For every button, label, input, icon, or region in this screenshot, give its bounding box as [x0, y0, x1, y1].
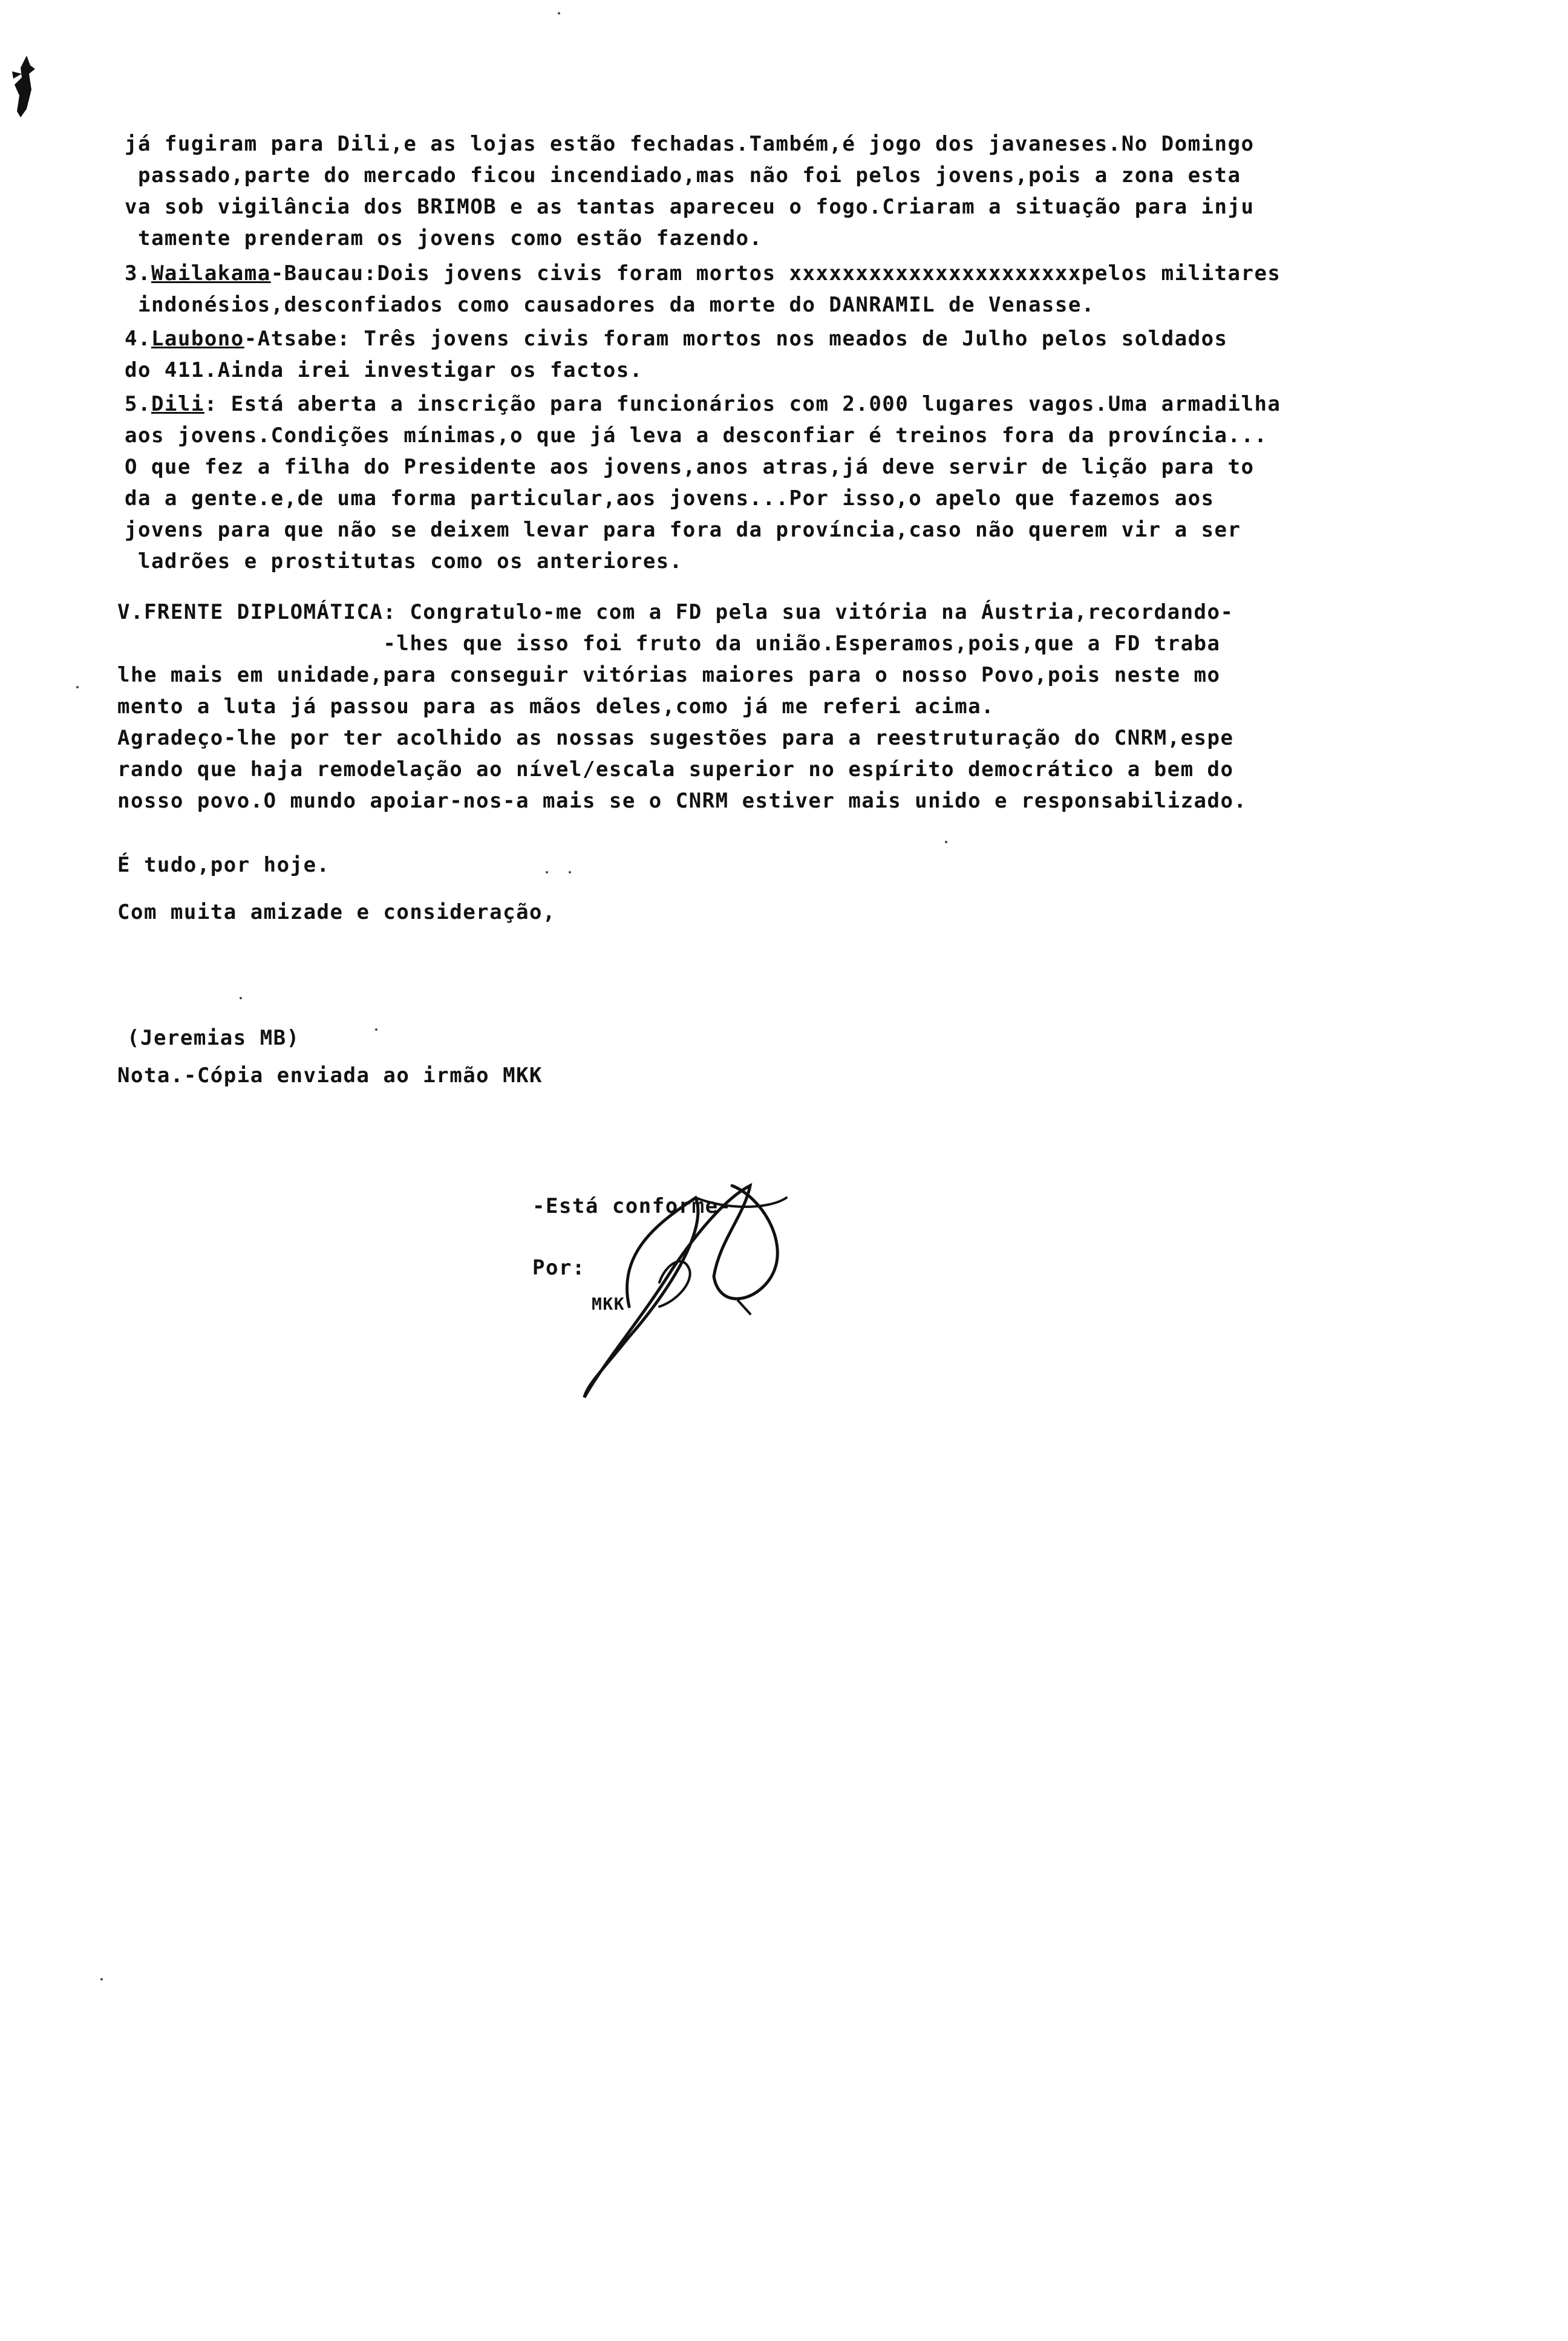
text-line: já fugiram para Dili,e as lojas estão fechadas.Também,é jogo dos javaneses.No Domingo	[125, 132, 1255, 156]
item-4-text: -Atsabe: Três jovens civis foram mortos nos meados de Julho pelos soldados	[244, 327, 1228, 351]
speck	[569, 871, 571, 873]
text-line: mento a luta já passou para as mãos deles,como já me referi acima.	[117, 694, 995, 719]
closing-line: Com muita amizade e consideração,	[117, 900, 557, 924]
speck	[945, 841, 947, 843]
conforme-stamp: -Está conforme-	[532, 1194, 732, 1218]
speck	[546, 871, 548, 873]
item-3-text-end: pelos militares	[1081, 261, 1281, 286]
struck-out-text: xxxxxxxxxxxxxxxxxxxxxx	[789, 261, 1082, 286]
speck	[76, 686, 79, 688]
item-3-place: Wailakama	[151, 261, 271, 286]
por-label: Por:	[532, 1256, 586, 1280]
text-line: Agradeço-lhe por ter acolhido as nossas sugestões para a reestruturação do CNRM,espe	[117, 726, 1234, 750]
speck	[375, 1028, 377, 1031]
signoff-name: (Jeremias MB)	[127, 1026, 300, 1050]
speck	[240, 997, 242, 999]
text-line: da a gente.e,de uma forma particular,aos jovens...Por isso,o apelo que fazemos aos	[125, 486, 1215, 511]
text-line: nosso povo.O mundo apoiar-nos-a mais se o CNRM estiver mais unido e responsabilizado.	[117, 789, 1247, 813]
text-line: jovens para que não se deixem levar para fora da província,caso não querem vir a ser	[125, 518, 1241, 542]
section-v-heading-line: V.FRENTE DIPLOMÁTICA: Congratulo-me com a FD pela sua vitória na Áustria,recordando-	[117, 600, 1234, 624]
text-line: tamente prenderam os jovens como estão fazendo.	[125, 226, 763, 250]
text-line: O que fez a filha do Presidente aos jovens,anos atras,já deve servir de lição para to	[125, 455, 1255, 479]
handwritten-signature	[569, 1161, 811, 1415]
nota-line: Nota.-Cópia enviada ao irmão MKK	[117, 1063, 543, 1088]
text-line: do 411.Ainda irei investigar os factos.	[125, 358, 643, 382]
speck	[100, 1978, 103, 1980]
text-line: rando que haja remodelação ao nível/escala superior no espírito democrático a bem do	[117, 757, 1234, 782]
mkk-label: MKK	[592, 1294, 626, 1314]
item-4-line: 4.Laubono-Atsabe: Três jovens civis foram mortos nos meados de Julho pelos soldados	[125, 327, 1228, 351]
item-3-text: -Baucau:Dois jovens civis foram mortos	[270, 261, 789, 286]
text-line: passado,parte do mercado ficou incendiado,mas não foi pelos jovens,pois a zona esta	[125, 163, 1241, 188]
text-line: lhe mais em unidade,para conseguir vitórias maiores para o nosso Povo,pois neste mo	[117, 663, 1221, 687]
speck	[558, 12, 560, 15]
text-line: va sob vigilância dos BRIMOB e as tantas apareceu o fogo.Criaram a situação para inju	[125, 195, 1255, 219]
item-5-place: Dili	[151, 392, 204, 416]
item-3-line: 3.Wailakama-Baucau:Dois jovens civis foram mortos xxxxxxxxxxxxxxxxxxxxxxpelos militares	[125, 261, 1281, 286]
text-line: ladrões e prostitutas como os anteriores.	[125, 549, 683, 573]
text-line: -lhes que isso foi fruto da união.Esperamos,pois,que a FD traba	[117, 632, 1221, 656]
item-5-line: 5.Dili: Está aberta a inscrição para funcionários com 2.000 lugares vagos.Uma armadilha	[125, 392, 1281, 416]
closing-line: É tudo,por hoje.	[117, 853, 330, 877]
text-line: aos jovens.Condições mínimas,o que já leva a desconfiar é treinos fora da província...	[125, 423, 1268, 448]
text-line: indonésios,desconfiados como causadores da morte do DANRAMIL de Venasse.	[125, 293, 1095, 317]
ink-blot-mark	[8, 53, 39, 120]
item-5-text: : Está aberta a inscrição para funcionários com 2.000 lugares vagos.Uma armadilha	[204, 392, 1281, 416]
item-4-place: Laubono	[151, 327, 244, 351]
